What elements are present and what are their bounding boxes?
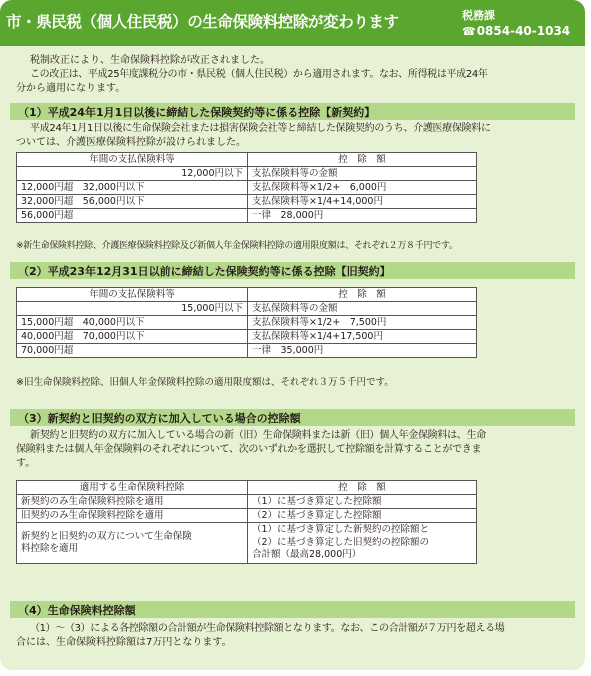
- table-cell: （2）に基づき算定した控除額: [248, 509, 477, 523]
- table-cell: 支払保険料等×1/4+17,500円: [248, 330, 477, 344]
- page-title: 市・県民税（個人住民税）の生命保険料控除が変わります: [6, 13, 399, 31]
- table-cell: [17, 523, 248, 564]
- table-cell: 支払保険料等×1/2+ 6,000円: [248, 181, 477, 195]
- column-header: 控 除 額: [248, 153, 477, 167]
- table-cell: 15,000円超 40,000円以下: [17, 316, 248, 330]
- table-cell: 56,000円超: [17, 209, 248, 223]
- section-3-table: [16, 480, 477, 564]
- table-cell: [248, 523, 477, 564]
- table-cell: 32,000円超 56,000円以下: [17, 195, 248, 209]
- header-bar: [0, 0, 585, 46]
- table-cell: 12,000円超 32,000円以下: [17, 181, 248, 195]
- column-header: 控 除 額: [248, 481, 477, 495]
- table-row: [17, 181, 477, 195]
- table-cell: 支払保険料等×1/2+ 7,500円: [248, 316, 477, 330]
- section-1-text-2: ついては、介護医療保険料控除が設けられました。: [16, 137, 246, 148]
- column-header: 適用する生命保険料控除: [17, 481, 248, 495]
- table-row: [17, 167, 477, 181]
- section-3-heading-text: （3）新契約と旧契約の双方に加入している場合の控除額: [18, 412, 301, 425]
- table-header-row: [17, 153, 477, 167]
- section-4-text-1: （1）～（3）による各控除額の合計額が生命保険料控除額となります。なお、この合計額が７万円を超える場: [30, 623, 505, 634]
- table-header-row: [17, 288, 477, 302]
- column-header: 控 除 額: [248, 288, 477, 302]
- section-3-text-1: 新契約と旧契約の双方に加入している場合の新（旧）生命保険料または新（旧）個人年金保険料は、生命: [30, 430, 486, 441]
- section-3-heading: [10, 409, 575, 426]
- table-cell-line: 料控除を適用: [21, 543, 79, 554]
- table-cell: 旧契約のみ生命保険料控除を適用: [17, 509, 248, 523]
- table-row: [17, 509, 477, 523]
- table-cell-line: （1）に基づき算定した新契約の控除額と: [252, 524, 430, 536]
- section-4-heading-text: （4）生命保険料控除額: [18, 604, 136, 617]
- table-cell: 12,000円以下: [17, 167, 248, 181]
- section-2-heading: [10, 262, 575, 279]
- table-row: [17, 316, 477, 330]
- section-2-note: ※旧生命保険料控除、旧個人年金保険料控除の適用限度額は、それぞれ３万５千円です。: [16, 377, 394, 388]
- table-cell: 新契約のみ生命保険料控除を適用: [17, 495, 248, 509]
- table-cell: 支払保険料等の金額: [248, 302, 477, 316]
- section-1-table: [16, 152, 477, 223]
- table-cell-line: （2）に基づき算定した旧契約の控除額の: [252, 536, 430, 548]
- phone-number-text: 0854-40-1034: [476, 24, 571, 38]
- intro-line-1: 税制改正により、生命保険料控除が改正されました。: [30, 55, 270, 66]
- department-label: 税務課: [462, 9, 495, 22]
- intro-line-3: 分から適用になります。: [16, 83, 126, 94]
- section-4-heading: [10, 601, 575, 618]
- table-row: [17, 302, 477, 316]
- phone-icon: ☎: [462, 25, 476, 38]
- section-3-text-2: 保険料または個人年金保険料のそれぞれについて、次のいずれかを選択して控除額を計算することができま: [16, 444, 482, 455]
- section-1-heading: [10, 103, 575, 120]
- section-1-note: ※新生命保険料控除、介護医療保険料控除及び新個人年金保険料控除の適用限度額は、それぞれ２万８千円です。: [16, 241, 458, 251]
- table-cell-line: 新契約と旧契約の双方について生命保険: [21, 530, 192, 542]
- section-2-heading-text: （2）平成23年12月31日以前に締結した保険契約等に係る控除【旧契約】: [18, 265, 391, 278]
- table-cell: 一律 35,000円: [248, 344, 477, 358]
- table-row: [17, 209, 477, 223]
- table-row: [17, 330, 477, 344]
- table-row: [17, 495, 477, 509]
- table-cell: 支払保険料等×1/4+14,000円: [248, 195, 477, 209]
- table-cell: （1）に基づき算定した控除額: [248, 495, 477, 509]
- column-header: 年間の支払保険料等: [17, 288, 248, 302]
- section-2-table: [16, 287, 477, 358]
- intro-line-2: この改正は、平成25年度課税分の市・県民税（個人住民税）から適用されます。なお、所得税は平成24年: [30, 69, 488, 80]
- table-cell: 70,000円超: [17, 344, 248, 358]
- section-1-heading-text: （1）平成24年1月1日以後に締結した保険契約等に係る控除【新契約】: [18, 106, 376, 119]
- section-4-text-2: 合には、生命保険料控除額は7万円となります。: [16, 637, 232, 648]
- table-cell: 40,000円超 70,000円以下: [17, 330, 248, 344]
- phone-number: [462, 24, 570, 38]
- section-3-text-3: す。: [16, 458, 36, 469]
- section-1-text-1: 平成24年1月1日以後に生命保険会社または損害保険会社等と締結した保険契約のうち、介護医療保険料に: [30, 123, 491, 134]
- table-row: [17, 344, 477, 358]
- column-header: 年間の支払保険料等: [17, 153, 248, 167]
- table-cell: 支払保険料等の金額: [248, 167, 477, 181]
- table-cell: 15,000円以下: [17, 302, 248, 316]
- table-cell-line: 合計額（最高28,000円）: [252, 549, 362, 561]
- table-header-row: [17, 481, 477, 495]
- table-row: [17, 195, 477, 209]
- table-cell: 一律 28,000円: [248, 209, 477, 223]
- table-row: [17, 523, 477, 564]
